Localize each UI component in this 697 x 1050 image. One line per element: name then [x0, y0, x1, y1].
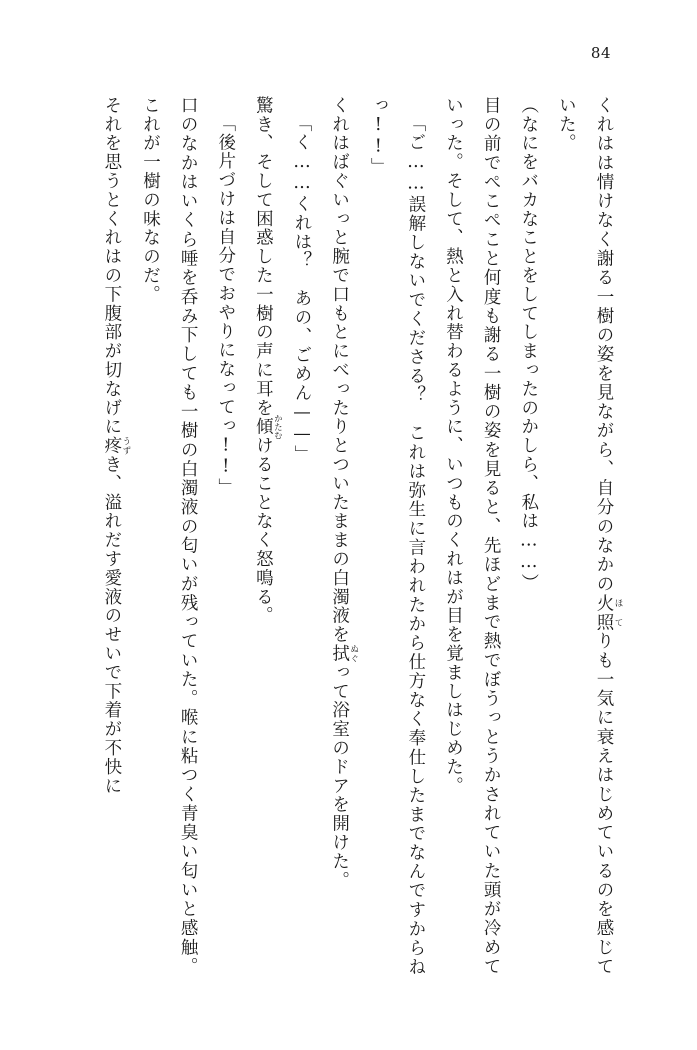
- ruby-katamu: 傾 かたむ: [253, 414, 283, 440]
- body-text-block: [52, 96, 623, 976]
- page-number: 84: [590, 44, 611, 62]
- paragraph-9: 口のなかはいくら唾を呑み下しても一樹の白濁液の匂いが残っていた。喉に粘つく青臭い匂いと感触。これが一樹の味なのだ。: [140, 96, 199, 976]
- paragraph-2: （なにをバカなことをしてしまったのかしら、私は……）: [518, 96, 539, 593]
- paragraph-1: くれはは情けなく謝る一樹の姿を見ながら、自分のなかの火照 ほてりも一気に衰えはじめているのを感じていた。: [556, 96, 623, 976]
- paragraph-10: それを思うとくれはの下腹部が切なげに疼 うずき、溢れだす愛液のせいで下着が不快に: [101, 96, 131, 796]
- paragraph-6: 「く……くれは？ あの、ごめん——」: [292, 113, 312, 464]
- paragraph-8: 「後片づけは自分でおやりになってっ!!」: [215, 113, 236, 497]
- paragraph-4: 「ご……誤解しないでくださる？ これは弥生に言われたから仕方なく奉仕したまでなんですからねっ!!」: [368, 96, 426, 976]
- ruby-hote: 火照 ほて: [594, 593, 623, 632]
- paragraph-5: くれはばぐいっと腕で口もとにべったりとついたままの白濁液を拭 ぬぐって浴室のドアを開けた。: [329, 96, 359, 890]
- paragraph-7: 驚き、そして困惑した一樹の声に耳を傾 かたむけることなく怒鳴る。: [253, 96, 283, 626]
- ruby-nugu: 拭 ぬぐ: [329, 644, 359, 664]
- ruby-uzu: 疼 うず: [101, 436, 131, 456]
- paragraph-3: 目の前でぺこぺこと何度も謝る一樹の姿を見ると、先ほどまで熱でぼうっとうかされていた頭が冷めていった。そして、熱と入れ替わるように、いつものくれはが目を覚ましはじめた。: [443, 96, 502, 976]
